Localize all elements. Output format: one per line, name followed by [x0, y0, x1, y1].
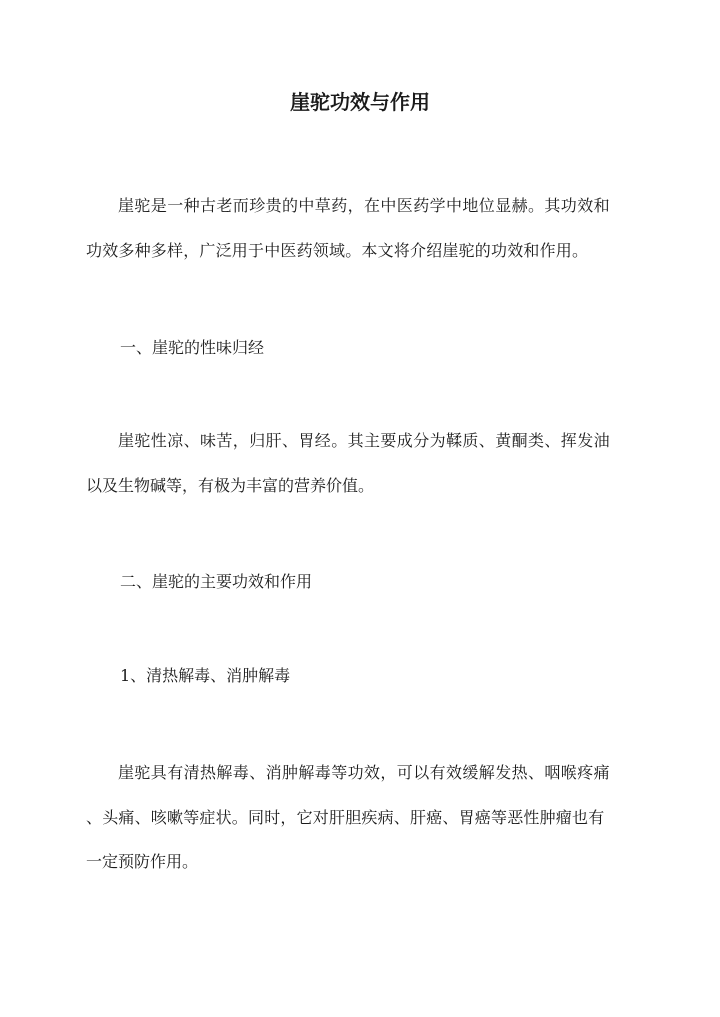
intro-line-2: 功效多种多样，广泛用于中医药领域。本文将介绍崖驼的功效和作用。: [86, 240, 589, 260]
intro-paragraph: [86, 184, 634, 273]
subsection1-line-2: 、头痛、咳嗽等症状。同时，它对肝胆疾病、肝癌、胃癌等恶性肿瘤也有: [86, 807, 605, 827]
section1-line-1: 崖驼性凉、味苦，归肝、胃经。其主要成分为鞣质、黄酮类、挥发油: [118, 431, 611, 450]
section-heading-1: 一、崖驼的性味归经: [120, 338, 265, 357]
section1-paragraph: [86, 419, 634, 508]
subsection1-paragraph: [86, 751, 634, 885]
document-title: 崖驼功效与作用: [290, 90, 430, 114]
subsection1-line-3: 一定预防作用。: [86, 852, 199, 871]
intro-line-1: 崖驼是一种古老而珍贵的中草药，在中医药学中地位显赫。其功效和: [118, 196, 611, 215]
subsection-heading-1: 1、清热解毒、消肿解毒: [120, 666, 291, 685]
section-heading-2: 二、崖驼的主要功效和作用: [120, 572, 313, 591]
section1-line-2: 以及生物碱等，有极为丰富的营养价值。: [86, 475, 375, 495]
subsection1-line-1: 崖驼具有清热解毒、消肿解毒等功效，可以有效缓解发热、咽喉疼痛: [118, 763, 611, 782]
